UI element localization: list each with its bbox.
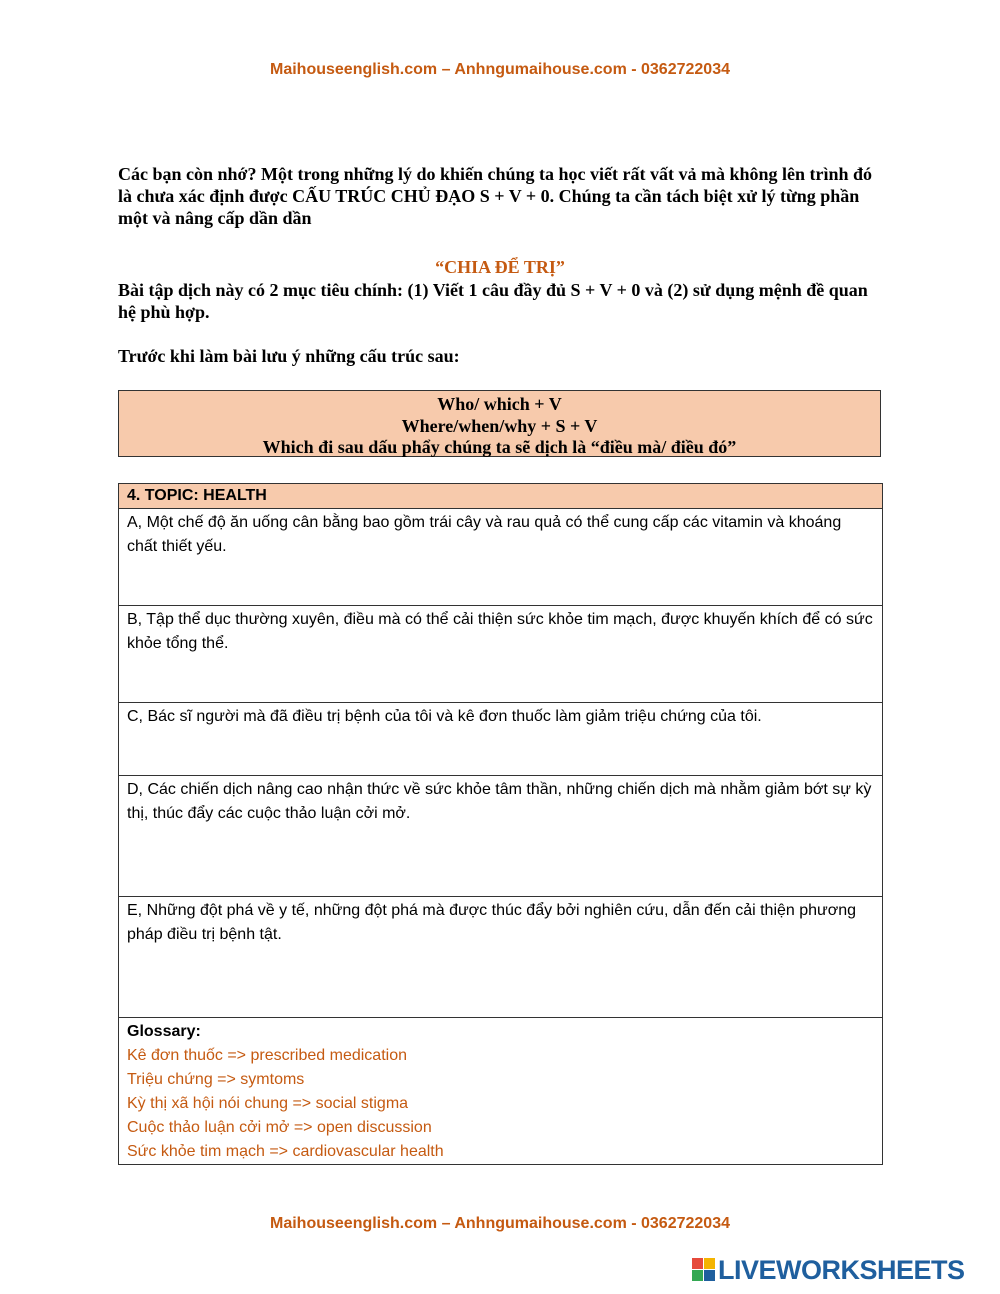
glossary-item: Kê đơn thuốc => prescribed medication <box>127 1047 407 1064</box>
exercise-item-e[interactable]: E, Những đột phá về y tế, những đột phá mà được thúc đẩy bởi nghiên cứu, dẫn đến cải thiện phương pháp điều trị bệnh tật. <box>119 897 883 1018</box>
exercise-row <box>119 703 883 776</box>
topic-table <box>118 483 883 1165</box>
topic-header-row <box>119 484 883 509</box>
exercise-item-b[interactable]: B, Tập thể dục thường xuyên, điều mà có thể cải thiện sức khỏe tim mạch, được khuyến khích để có sức khỏe tổng thể. <box>119 606 883 703</box>
glossary-item: Kỳ thị xã hội nói chung => social stigma <box>127 1095 409 1112</box>
structure-note: Trước khi làm bài lưu ý những cấu trúc sau: <box>118 346 460 366</box>
glossary-item: Triệu chứng => symtoms <box>127 1071 305 1088</box>
structure-line: Where/when/why + S + V <box>401 415 598 436</box>
exercise-item-a[interactable]: A, Một chế độ ăn uống cân bằng bao gồm trái cây và rau quả có thể cung cấp các vitamin và khoáng chất thiết yếu. <box>119 509 883 606</box>
intro-paragraph: Các bạn còn nhớ? Một trong những lý do khiến chúng ta học viết rất vất vả mà không lên trình đó là chưa xác định được CẤU TRÚC CHỦ ĐẠO S + V + 0. Chúng ta cần tách biệt xử lý từng phần một và nâng cấp dần dần <box>118 164 873 228</box>
liveworksheets-icon <box>692 1258 716 1282</box>
exercise-row <box>119 776 883 897</box>
slogan: “CHIA ĐỂ TRỊ” <box>435 257 565 277</box>
glossary-item: Sức khỏe tim mạch => cardiovascular health <box>127 1143 444 1160</box>
page-header: Maihouseenglish.com – Anhngumaihouse.com - 0362722034 <box>270 61 730 78</box>
exercise-row <box>119 897 883 1018</box>
glossary-title: Glossary: <box>127 1023 201 1040</box>
exercise-row <box>119 509 883 606</box>
exercise-row <box>119 606 883 703</box>
glossary-item: Cuộc thảo luận cởi mở => open discussion <box>127 1119 432 1136</box>
exercise-item-d[interactable]: D, Các chiến dịch nâng cao nhận thức về sức khỏe tâm thần, những chiến dịch mà nhằm giảm bớt sự kỳ thị, thúc đẩy các cuộc thảo luận cởi mở. <box>119 776 883 897</box>
brand-name: LIVEWORKSHEETS <box>718 1254 965 1285</box>
glossary-row <box>119 1018 883 1165</box>
page-footer: Maihouseenglish.com – Anhngumaihouse.com - 0362722034 <box>270 1215 730 1232</box>
exercise-item-c[interactable]: C, Bác sĩ người mà đã điều trị bệnh của tôi và kê đơn thuốc làm giảm triệu chứng của tôi. <box>119 703 883 776</box>
topic-title: 4. TOPIC: HEALTH <box>119 484 883 509</box>
glossary-cell <box>119 1018 883 1165</box>
goals-paragraph: Bài tập dịch này có 2 mục tiêu chính: (1) Viết 1 câu đầy đủ S + V + 0 và (2) sử dụng mệnh đề quan hệ phù hợp. <box>118 280 868 322</box>
structure-box <box>118 390 881 457</box>
structure-line: Which đi sau dấu phẩy chúng ta sẽ dịch là “điều mà/ điều đó” <box>262 437 737 457</box>
liveworksheets-logo[interactable] <box>692 1256 965 1284</box>
structure-line: Who/ which + V <box>437 394 562 414</box>
